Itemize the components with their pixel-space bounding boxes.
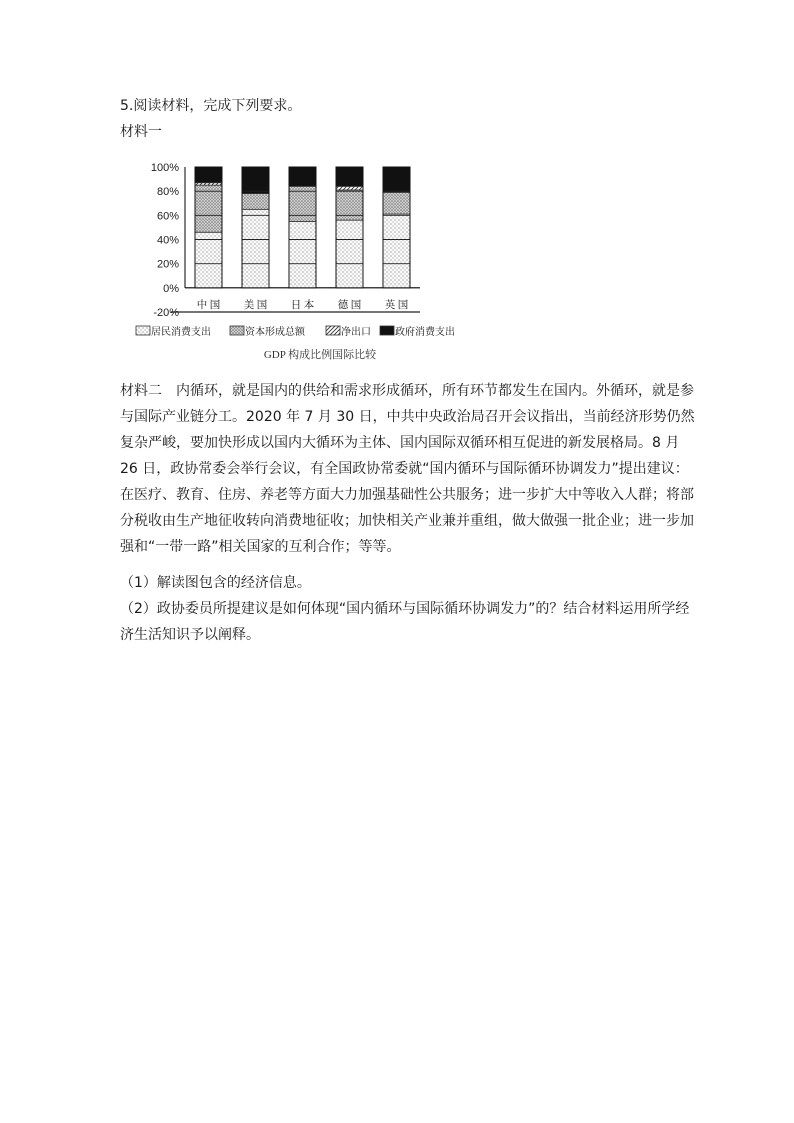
- bar-segment: [242, 194, 269, 210]
- question-2: （2）政协委员所提建议是如何体现“国内循环与国际循环协调发力”的？结合材料运用所学经济生活知识予以阐释。: [120, 601, 690, 643]
- bar-segment: [242, 167, 269, 194]
- legend-label: 政府消费支出: [395, 327, 455, 338]
- legend-swatch: [380, 326, 394, 335]
- bar-segment: [336, 220, 363, 288]
- y-tick-label: 100%: [150, 162, 179, 174]
- legend-label: 净出口: [341, 327, 371, 338]
- legend-label: 资本形成总额: [245, 327, 305, 338]
- y-tick-label: 20%: [156, 258, 179, 271]
- bar-segment: [383, 214, 410, 288]
- question-title: 5.阅读材料，完成下列要求。: [120, 98, 302, 114]
- material2-paragraph: 材料二 内循环，就是国内的供给和需求形成循环，所有环节都发生在国内。外循环，就是参与国际产业链分工。2020 年 7 月 30 日，中共中央政治局召开会议指出，当前经济形势仍然复杂严峻，要加快形成以国内大循环为主体、国内国际双循环相互促进的新发展格局。8 月 26 日，政协常委会举行会议，有全国政协常委就“国内循环与国际循环协调发力”提出建议：在医疗、教育、住房、养老等方面大力加强基础性公共服务；进一步扩大中等收入人群；将部分税收由生产地征收转向消费地征收；加快相关产业兼并重组，做大做强一批企业；进一步加强和“一带一路”相关国家的互利合作；等等。: [120, 383, 695, 555]
- y-tick-label: 60%: [156, 210, 179, 223]
- bar-segment: [195, 167, 222, 183]
- bar-segment: [336, 186, 363, 190]
- legend-swatch: [326, 326, 340, 335]
- y-tick-label: 0%: [163, 282, 179, 295]
- bar-segment: [289, 221, 316, 287]
- gdp-composition-chart: [130, 155, 475, 365]
- x-category-label: 德 国: [337, 299, 362, 311]
- bar-segment: [195, 232, 222, 288]
- x-category-label: 中 国: [196, 299, 221, 311]
- bar-segment: [383, 192, 410, 214]
- bar-segment: [336, 167, 363, 186]
- bar-segment: [383, 167, 410, 192]
- legend-swatch: [230, 326, 244, 335]
- x-category-label: 美 国: [243, 299, 268, 311]
- bar-segment: [195, 185, 222, 232]
- legend-swatch: [136, 326, 150, 335]
- bar-segment: [289, 167, 316, 186]
- legend-label: 居民消费支出: [151, 327, 211, 338]
- y-tick-label: 40%: [156, 234, 179, 247]
- x-category-label: 英 国: [384, 299, 409, 311]
- bar-segment: [242, 209, 269, 288]
- material1-label: 材料一: [120, 124, 162, 140]
- x-category-label: 日 本: [290, 299, 315, 311]
- y-tick-label: 80%: [156, 186, 179, 199]
- question-1: （1）解读图包含的经济信息。: [120, 575, 311, 591]
- chart-caption: GDP 构成比例国际比较: [263, 349, 377, 361]
- y-tick-label: -20%: [153, 307, 179, 319]
